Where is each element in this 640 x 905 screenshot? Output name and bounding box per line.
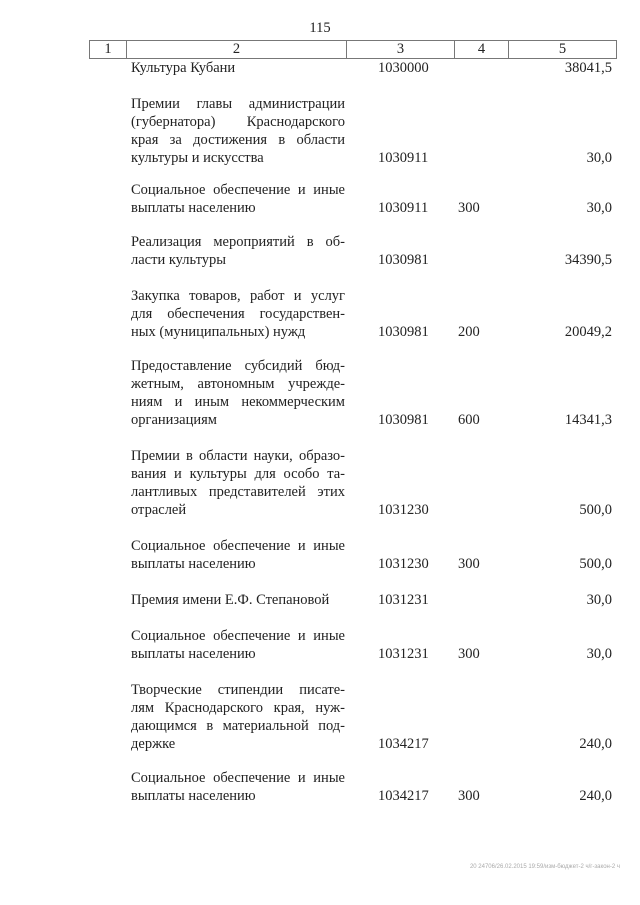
description-line: культуры и искусства [131, 150, 264, 166]
row-expense-type: 600 [458, 412, 480, 428]
description-line: Реализация мероприятий в об- [131, 234, 345, 250]
row-value: 34390,5 [564, 252, 612, 268]
row-description [131, 681, 345, 753]
row-value: 30,0 [586, 646, 612, 662]
row-description [131, 591, 345, 609]
row-description [131, 233, 345, 269]
row-code: 1031231 [378, 592, 429, 608]
description-line: Премия имени Е.Ф. Степановой [131, 592, 330, 608]
table-row [0, 447, 640, 519]
row-description [131, 447, 345, 519]
table-row [0, 769, 640, 805]
row-expense-type: 300 [458, 788, 480, 804]
row-code: 1031231 [378, 646, 429, 662]
row-description [131, 181, 345, 217]
description-line: выплаты населению [131, 200, 256, 216]
row-code: 1030911 [378, 150, 429, 166]
row-description [131, 95, 345, 167]
header-col-2: 2 [127, 41, 347, 58]
description-line: Предоставление субсидий бюд- [131, 358, 345, 374]
row-value: 38041,5 [564, 60, 612, 76]
description-line: Культура Кубани [131, 60, 236, 76]
row-value: 240,0 [579, 736, 612, 752]
description-line: Социальное обеспечение и иные [131, 770, 345, 786]
table-row [0, 681, 640, 753]
row-code: 1030981 [378, 324, 429, 340]
description-line: Премии главы администрации [131, 96, 345, 112]
row-code: 1030911 [378, 200, 429, 216]
row-value: 30,0 [586, 200, 612, 216]
description-line: ных (муниципальных) нужд [131, 324, 306, 340]
row-description [131, 769, 345, 805]
row-expense-type: 200 [458, 324, 480, 340]
header-col-3: 3 [347, 41, 455, 58]
row-value: 20049,2 [564, 324, 612, 340]
table-row [0, 591, 640, 609]
description-line: Закупка товаров, работ и услуг [131, 288, 345, 304]
row-description [131, 357, 345, 429]
row-description [131, 627, 345, 663]
row-value: 500,0 [579, 556, 612, 572]
description-line: Социальное обеспечение и иные [131, 538, 345, 554]
description-line: дающимся в материальной под- [131, 718, 345, 734]
row-expense-type: 300 [458, 556, 480, 572]
table-row [0, 537, 640, 573]
table-row [0, 95, 640, 167]
row-code: 1030000 [378, 60, 429, 76]
table-row [0, 357, 640, 429]
description-line: Премии в области науки, образо- [131, 448, 345, 464]
description-line: Творческие стипендии писате- [131, 682, 345, 698]
description-line: вания и культуры для особо та- [131, 466, 345, 482]
row-code: 1034217 [378, 788, 429, 804]
row-code: 1034217 [378, 736, 429, 752]
table-row [0, 287, 640, 341]
table-header [89, 40, 617, 59]
header-col-1: 1 [90, 41, 127, 58]
row-code: 1031230 [378, 556, 429, 572]
table-row [0, 627, 640, 663]
row-value: 240,0 [579, 788, 612, 804]
table-row [0, 233, 640, 269]
table-row [0, 59, 640, 77]
row-description [131, 537, 345, 573]
description-line: держке [131, 736, 176, 752]
row-value: 14341,3 [564, 412, 612, 428]
header-col-5: 5 [558, 41, 567, 57]
description-line: края за достижения в области [131, 132, 345, 148]
description-line: выплаты населению [131, 556, 256, 572]
description-line: отраслей [131, 502, 187, 518]
description-line: Социальное обеспечение и иные [131, 628, 345, 644]
row-code: 1031230 [378, 502, 429, 518]
row-value: 30,0 [586, 592, 612, 608]
row-description [131, 287, 345, 341]
description-line: Социальное обеспечение и иные [131, 182, 345, 198]
description-line: ласти культуры [131, 252, 226, 268]
row-value: 30,0 [586, 150, 612, 166]
description-line: лантливых представителей этих [131, 484, 345, 500]
description-line: выплаты населению [131, 646, 256, 662]
description-line: лям Краснодарского края, нуж- [131, 700, 345, 716]
row-code: 1030981 [378, 252, 429, 268]
description-line: организациям [131, 412, 217, 428]
description-line: жетным, автономным учрежде- [131, 376, 345, 392]
description-line: выплаты населению [131, 788, 256, 804]
row-code: 1030981 [378, 412, 429, 428]
description-line: для обеспечения государствен- [131, 306, 345, 322]
header-col-4: 4 [455, 41, 509, 58]
description-line: (губернатора) Краснодарского [131, 114, 345, 130]
row-expense-type: 300 [458, 646, 480, 662]
description-line: ниям и иным некоммерческим [131, 394, 345, 410]
row-description [131, 59, 345, 77]
page-number: 115 [309, 20, 331, 36]
row-expense-type: 300 [458, 200, 480, 216]
footer-stamp: 20 24706/26.02.2015 19:59/изм-бюджет-2 ч/г-закон-2 ч [469, 864, 620, 870]
table-row [0, 181, 640, 217]
row-value: 500,0 [579, 502, 612, 518]
